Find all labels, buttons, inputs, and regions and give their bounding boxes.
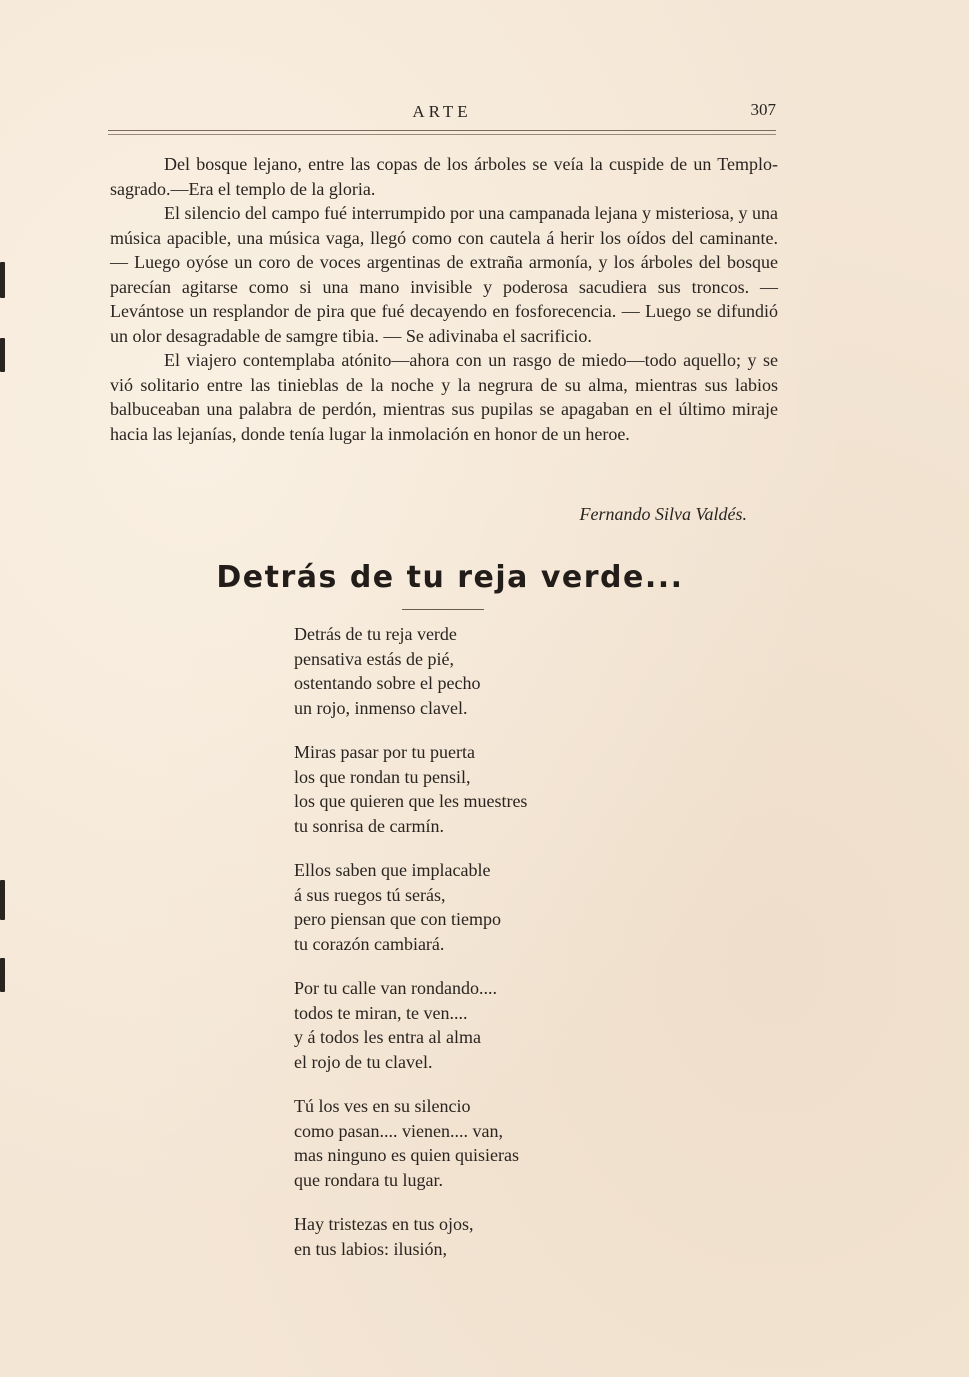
- poem-stanza: [294, 1212, 527, 1261]
- prose-paragraph: El silencio del campo fué interrumpido por una campanada lejana y misteriosa, y una música apacible, una música vaga, llegó como con cautela á herir los oídos del caminante. — Luego oyóse un coro de voces argentinas de extraña armonía, y los árboles del bosque parecían agitarse como si una mano invisible y poderosa sacudiera sus troncos. — Levántose un resplandor de pira que fué decayendo en fosforecencia. — Luego se difundió un olor desagradable de samgre tibia. — Se adivinaba el sacrificio.: [110, 203, 778, 346]
- poem-line: mas ninguno es quien quisieras: [294, 1145, 519, 1165]
- prose-section: [110, 152, 778, 446]
- poem-stanza: [294, 1094, 527, 1192]
- poem-line: los que quieren que les muestres: [294, 791, 528, 811]
- header-rule: [108, 130, 776, 131]
- poem-line: Por tu calle van rondando....: [294, 978, 497, 998]
- poem-line: tu sonrisa de carmín.: [294, 815, 444, 836]
- poem-line: Tú los ves en su silencio: [294, 1096, 471, 1116]
- poem-stanza: [294, 740, 527, 838]
- poem-line: Ellos saben que implacable: [294, 860, 491, 880]
- binding-mark: [0, 262, 5, 298]
- binding-mark: [0, 338, 5, 372]
- prose-paragraph: El viajero contemplaba atónito—ahora con un rasgo de miedo—todo aquello; y se vió solitario entre las tinieblas de la noche y la negrura de su alma, mientras sus labios balbuceaban una palabra de perdón, mientras sus pupilas se apagaban en el último miraje hacia las lejanías, donde tenía lugar la inmolación en honor de un heroe.: [110, 350, 778, 444]
- poem-stanza: [294, 858, 527, 956]
- poem-line: que rondara tu lugar.: [294, 1169, 443, 1190]
- poem-line: pero piensan que con tiempo: [294, 909, 501, 929]
- page-number: 307: [750, 100, 776, 119]
- poem-line: Detrás de tu reja verde: [294, 624, 457, 644]
- page-header: [108, 98, 776, 138]
- poem-line: como pasan.... vienen.... van,: [294, 1120, 503, 1141]
- poem-line: los que rondan tu pensil,: [294, 766, 471, 787]
- poem-line: en tus labios: ilusión,: [294, 1238, 447, 1259]
- running-title: ARTE: [412, 102, 472, 121]
- header-rule-secondary: [108, 134, 776, 135]
- poem-line: tu corazón cambiará.: [294, 933, 445, 954]
- title-rule: [402, 609, 484, 610]
- poem-line: y á todos les entra al alma: [294, 1027, 481, 1047]
- poem-title: Detrás de tu reja verde...: [216, 560, 684, 595]
- poem-line: á sus ruegos tú serás,: [294, 884, 446, 905]
- poem-line: Miras pasar por tu puerta: [294, 742, 475, 762]
- poem-stanza: [294, 622, 527, 720]
- prose-paragraph: Del bosque lejano, entre las copas de los árboles se veía la cuspide de un Templo-sagrado.—Era el templo de la gloria.: [110, 154, 778, 199]
- poem-line: Hay tristezas en tus ojos,: [294, 1214, 474, 1234]
- poem-line: todos te miran, te ven....: [294, 1002, 468, 1023]
- poem-line: ostentando sobre el pecho: [294, 673, 481, 693]
- poem-line: un rojo, inmenso clavel.: [294, 697, 468, 718]
- author-signature: Fernando Silva Valdés.: [579, 504, 747, 524]
- binding-mark: [0, 958, 5, 992]
- poem-stanza: [294, 976, 527, 1074]
- binding-mark: [0, 880, 5, 920]
- poem-line: el rojo de tu clavel.: [294, 1051, 433, 1072]
- poem-line: pensativa estás de pié,: [294, 648, 454, 669]
- poem-body: [294, 622, 527, 1281]
